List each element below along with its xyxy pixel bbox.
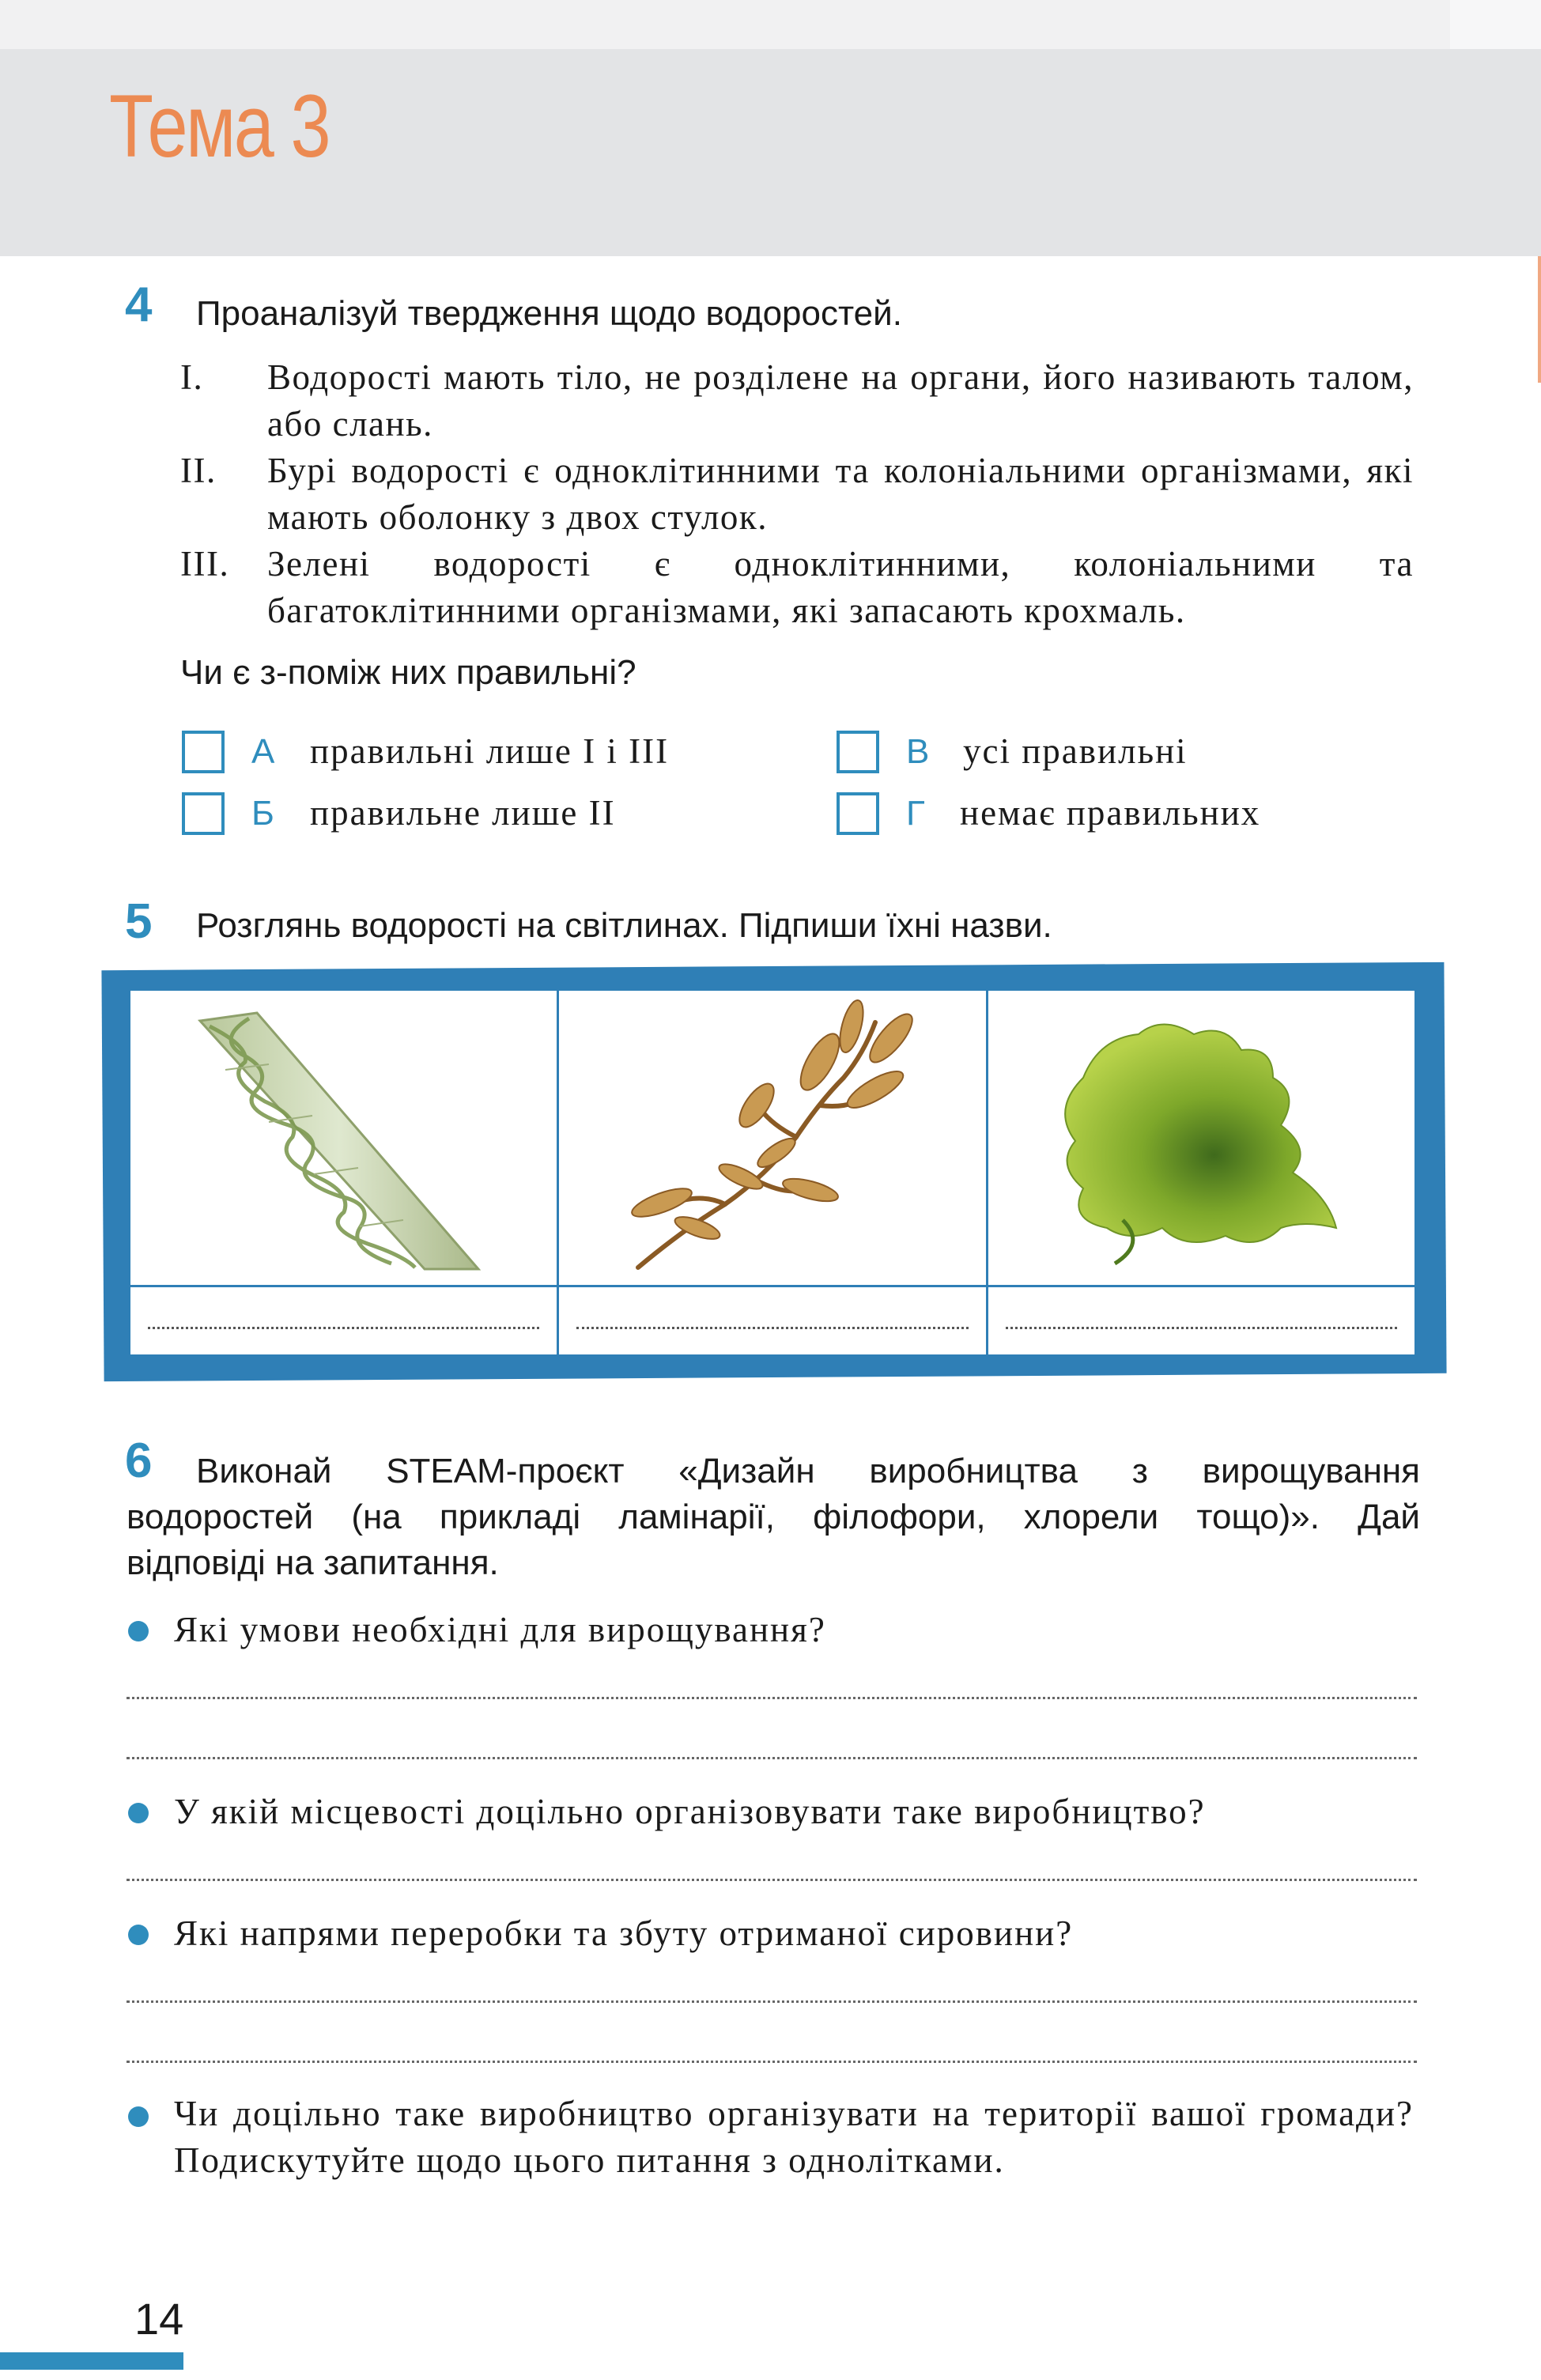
spirogyra-image <box>130 991 557 1285</box>
option-a-checkbox[interactable] <box>182 731 225 773</box>
option-v-letter: В <box>906 732 930 771</box>
option-v-checkbox[interactable] <box>837 731 879 773</box>
option-a-letter: А <box>251 732 275 771</box>
bullet-icon <box>128 1621 149 1641</box>
answer-line[interactable] <box>127 1757 1417 1759</box>
statement-text: Водорості мають тіло, не розділене на органи, його називають талом, або слань. <box>267 357 1414 444</box>
option-g-checkbox[interactable] <box>837 792 879 835</box>
q6-prompt-line-3: відповіді на запитання. <box>127 1543 499 1582</box>
bullet-icon <box>128 2106 149 2127</box>
q6-question-1: Які умови необхідні для вирощування? <box>174 1610 826 1649</box>
q6-prompt-line-2: водоростей (на прикладі ламінарії, філофори, хлорели тощо)». Дай <box>127 1498 1420 1536</box>
photo-cell-1 <box>128 988 559 1287</box>
option-g-text: немає правильних <box>960 793 1261 833</box>
statement-text: Бурі водорості є одноклітинними та колоніальними організмами, які мають оболонку з двох стулок. <box>267 451 1414 537</box>
bullet-icon <box>128 1925 149 1945</box>
option-g-letter: Г <box>906 794 925 833</box>
q4-question: Чи є з-поміж них правильні? <box>180 653 636 692</box>
bullet-icon <box>128 1803 149 1823</box>
theme-title: Тема 3 <box>109 77 330 176</box>
label-cell-1[interactable] <box>128 1285 559 1357</box>
statement-roman: III. <box>180 544 230 584</box>
page-number: 14 <box>134 2294 184 2344</box>
answer-line[interactable] <box>127 1879 1417 1881</box>
label-cell-3[interactable] <box>986 1285 1417 1357</box>
label-line <box>576 1327 969 1329</box>
margin-rule <box>1538 256 1541 383</box>
q6-question-3: Які напрями переробки та збуту отриманої сировини? <box>174 1913 1074 1953</box>
q6-prompt-line-1: Виконай STEAM-проєкт «Дизайн виробництва з вирощування <box>196 1452 1420 1490</box>
q6-question-2: У якій місцевості доцільно організовувати таке виробництво? <box>174 1792 1206 1831</box>
q4-prompt: Проаналізуй твердження щодо водоростей. <box>196 294 902 333</box>
answer-line[interactable] <box>127 1697 1417 1699</box>
option-b-text: правильне лише II <box>310 793 616 833</box>
q5-prompt: Розглянь водорості на світлинах. Підпиши їхні назви. <box>196 906 1052 945</box>
brown-alga-image <box>559 991 986 1285</box>
label-line <box>148 1327 539 1329</box>
photo-cell-2 <box>557 988 988 1287</box>
q5-number: 5 <box>125 894 153 949</box>
q6-number: 6 <box>125 1434 153 1488</box>
green-alga-image <box>988 991 1414 1285</box>
option-v-text: усі правильні <box>963 731 1188 771</box>
q4-statement-3 <box>180 541 1414 634</box>
statement-roman: II. <box>180 451 217 490</box>
q4-statement-1 <box>180 354 1414 448</box>
label-line <box>1006 1327 1397 1329</box>
answer-line[interactable] <box>127 2000 1417 2003</box>
q4-number: 4 <box>125 278 153 332</box>
q6-question-4: Чи доцільно таке виробництво організувати на території вашої громади? Подискутуйте щодо цього питання з однолітками. <box>174 2094 1414 2180</box>
top-strip <box>0 0 1541 49</box>
photo-cell-3 <box>986 988 1417 1287</box>
label-cell-2[interactable] <box>557 1285 988 1357</box>
option-a-text: правильні лише I і III <box>310 731 670 771</box>
statement-roman: I. <box>180 357 204 397</box>
top-strip-corner <box>1450 0 1541 49</box>
answer-line[interactable] <box>127 2061 1417 2063</box>
option-b-letter: Б <box>251 794 274 833</box>
page-number-bar <box>0 2352 183 2370</box>
statement-text: Зелені водорості є одноклітинними, колоніальними та багатоклітинними організмами, які запасають крохмаль. <box>267 544 1414 630</box>
q4-statement-2 <box>180 448 1414 541</box>
photo-grid <box>128 988 1417 1357</box>
option-b-checkbox[interactable] <box>182 792 225 835</box>
